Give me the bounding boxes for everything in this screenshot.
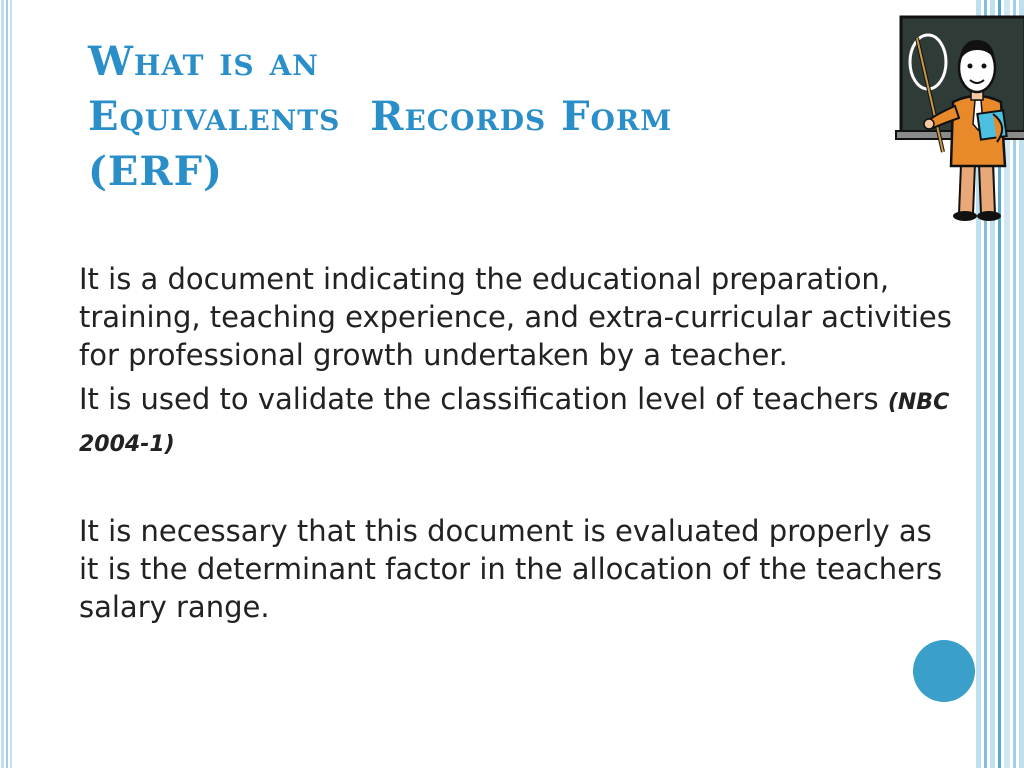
- paragraph-definition: It is a document indicating the educational preparation, training, teaching experience, and extra-curricular activities for professional growth undertaken by a teacher.: [79, 262, 952, 372]
- paragraph-importance: It is necessary that this document is evaluated properly as it is the determinant factor in the allocation of the teachers salary range.: [79, 514, 943, 624]
- title-line-2: Equivalents Records Form: [88, 93, 673, 140]
- circle-icon: [913, 640, 975, 702]
- slide-title: [88, 34, 888, 199]
- title-line-3: (ERF): [88, 148, 223, 195]
- teacher-at-chalkboard-icon: [893, 14, 1024, 224]
- nbc-reference: (NBC 2004-1): [79, 390, 950, 457]
- paragraph-purpose-text: It is used to validate the classification level of teachers: [79, 382, 888, 416]
- paragraph-purpose: [79, 380, 959, 464]
- slide-body: [79, 260, 959, 626]
- title-line-1: What is an: [88, 38, 319, 85]
- left-border: [0, 0, 14, 768]
